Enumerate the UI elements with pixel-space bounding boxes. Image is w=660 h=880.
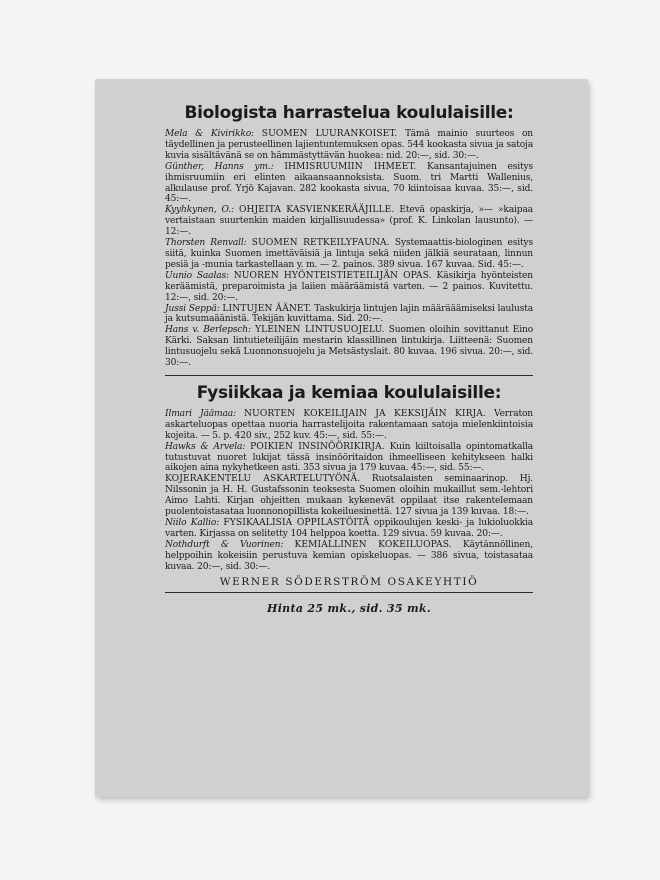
entry-description: Etevä opaskirja, »— »kaipaa vertaistaan suurtenkin maiden kirjallisuudessa» (prof. K. Linkolan lausunto). — 12:—. (165, 205, 533, 238)
book-back-cover (95, 79, 588, 797)
entry-author: Uunio Saalas: (165, 270, 229, 281)
entry-title: LINTUJEN ÄÄNET. (222, 303, 312, 314)
advertisement-page (165, 103, 533, 615)
entry-title: OHJEITA KASVIENKERÄÄJILLE. (238, 205, 395, 216)
book-entry (165, 518, 533, 540)
publisher-divider (165, 592, 533, 593)
entry-author: Mela & Kivirikko: (165, 129, 254, 139)
book-entry (165, 442, 533, 475)
entry-title: POIKIEN INSINÖÖRIKIRJA. (250, 441, 385, 452)
entry-author: Ilmari Jäämaa: (165, 408, 236, 419)
book-entry (165, 271, 533, 304)
entry-description: Ruotsalaisten seminaarinop. Hj. Nilssonin ja H. H. Gustafssonin teoksesta Suomen oloihin mukaillut sem.-lehtori Aimo Lahti. Kirjan ohjeitten mukaan kykenevät oppilaat itse rakentelemaan puolentoistasataa luonnonopillista kokeiluesinettä. 127 sivua ja 139 kuvaa. 18:—. (165, 474, 534, 518)
entry-title: IHMISRUUMIIN IHMEET. (284, 161, 417, 172)
entry-author: Günther, Hanns ym.: (165, 161, 274, 172)
entry-description: Kansantajuinen esitys ihmisruumiin eri elinten aikaansaannoksista. Suom. tri Martti Wallenius, alkulause prof. Yrjö Kajavan. 282 kookasta sivua, 70 kiintoisaa kuvaa. 35:—, sid. 45:—. (165, 161, 534, 205)
section-divider (165, 375, 533, 376)
entry-description: Kuin kiiltoisalla opintomatkalla tutustuvat nuoret lukijat tässä insinööritaidon ihmeelliseen kehitykseen halki aikojen aina nykyhetkeen asti. 353 sivua ja 179 kuvaa. 45:—, sid. 55:—. (165, 441, 534, 474)
entry-author: Hans v. Berlepsch: (165, 325, 251, 336)
entry-author: Niilo Kallio: (165, 518, 220, 528)
entry-description: Käytännöllinen, helppoihin kokeisiin perustuva kemian opiskeluopas. — 386 sivua, toistasataa kuvaa. 20:—, sid. 30:—. (165, 539, 533, 572)
publisher-name: WERNER SÖDERSTRÖM OSAKEYHTIÖ (219, 575, 479, 588)
entry-author: Nothdurft & Vuorinen: (165, 539, 284, 550)
entry-title: NUOREN HYÖNTEISTIETEILIJÄN OPAS. (233, 270, 432, 281)
entry-title: FYSIKAALISIA OPPILASTÖITÄ (223, 518, 370, 528)
entry-title: SUOMEN RETKEILYFAUNA. (251, 238, 390, 249)
price-line: Hinta 25 mk., sid. 35 mk. (267, 601, 431, 615)
entry-title: KEMIALLINEN KOKEILUOPAS. (294, 539, 452, 550)
entry-title: KOJERAKENTELU ASKARTELUTYÖNÄ. (165, 474, 361, 485)
entry-author: Kyyhkynen, O.: (165, 205, 234, 216)
entry-author: Jussi Seppä: (165, 303, 220, 314)
entry-title: NUORTEN KOKEILIJAIN JA KEKSIJÄIN KIRJA. (244, 408, 486, 419)
book-entry (165, 162, 533, 206)
book-entry (165, 474, 533, 518)
biology-heading: Biologista harrastelua koululaisille: (184, 103, 514, 123)
physics-heading: Fysiikkaa ja kemiaa koululaisille: (196, 382, 502, 403)
book-entry (165, 304, 533, 326)
entry-description: Systemaattis-biologinen esitys siitä, kuinka Suomen imettäväisiä ja lintuja sekä niiden jälkiä seurataan, linnun pesiä ja -munia tarkastellaan y. m. — 2. painos. 389 sivua. 167 kuvaa. Sid. 45:—. (165, 238, 534, 270)
entry-description: Taskukirja lintujen lajin määrääämiseksi laulusta ja kutsumaäänistä. Tekijän kuvittama. Sid. 20:—. (165, 303, 534, 325)
entry-title: SUOMEN LUURANKOISET. (261, 129, 398, 139)
book-entry (165, 238, 533, 271)
physics-list (165, 409, 533, 573)
entry-author: Thorsten Renvall: (165, 238, 247, 249)
book-entry (165, 129, 533, 162)
book-entry (165, 409, 533, 442)
entry-description: Käsikirja hyönteisten keräämistä, preparoimista ja laiien määräämistä varten. — 2 painos. Kuvitettu. 12:—, sid. 20:—. (165, 270, 533, 303)
entry-title: YLEINEN LINTUSUOJELU. (255, 325, 385, 336)
biology-list (165, 129, 533, 369)
entry-description: Suomen oloihin sovittanut Eino Kärki. Saksan lintutieteilijäin mestarin klassillinen lintukirja. Liitteenä: Suomen lintusuojelu sekä Luonnonsuojelu ja Metsästyslait. 80 kuvaa. 196 sivua. 20:—, sid. 30:—. (165, 325, 534, 369)
entry-description: Tämä mainio suurteos on täydellinen ja perusteellinen lajientuntemuksen opas. 544 kookasta sivua ja satoja kuvia sisältävänä se on hämmästyttävän huokea: nid. 20:—, sid. 30:—. (165, 129, 533, 161)
book-entry (165, 540, 533, 573)
entry-description: Verraton askarteluopas opettaa nuoria harrastelijoita rakentamaan satoja mielenkiintoisia kojeita. — 5. p. 420 siv., 252 kuv. 45:—, sid. 55:—. (165, 408, 533, 441)
entry-author: Hawks & Arvela: (165, 441, 246, 452)
book-entry (165, 325, 533, 369)
book-entry (165, 205, 533, 238)
entry-description: oppikoulujen keski- ja lukioluokkia varten. Kirjassa on selitetty 104 helppoa koetta. 129 sivua. 59 kuvaa. 20:—. (165, 518, 533, 539)
